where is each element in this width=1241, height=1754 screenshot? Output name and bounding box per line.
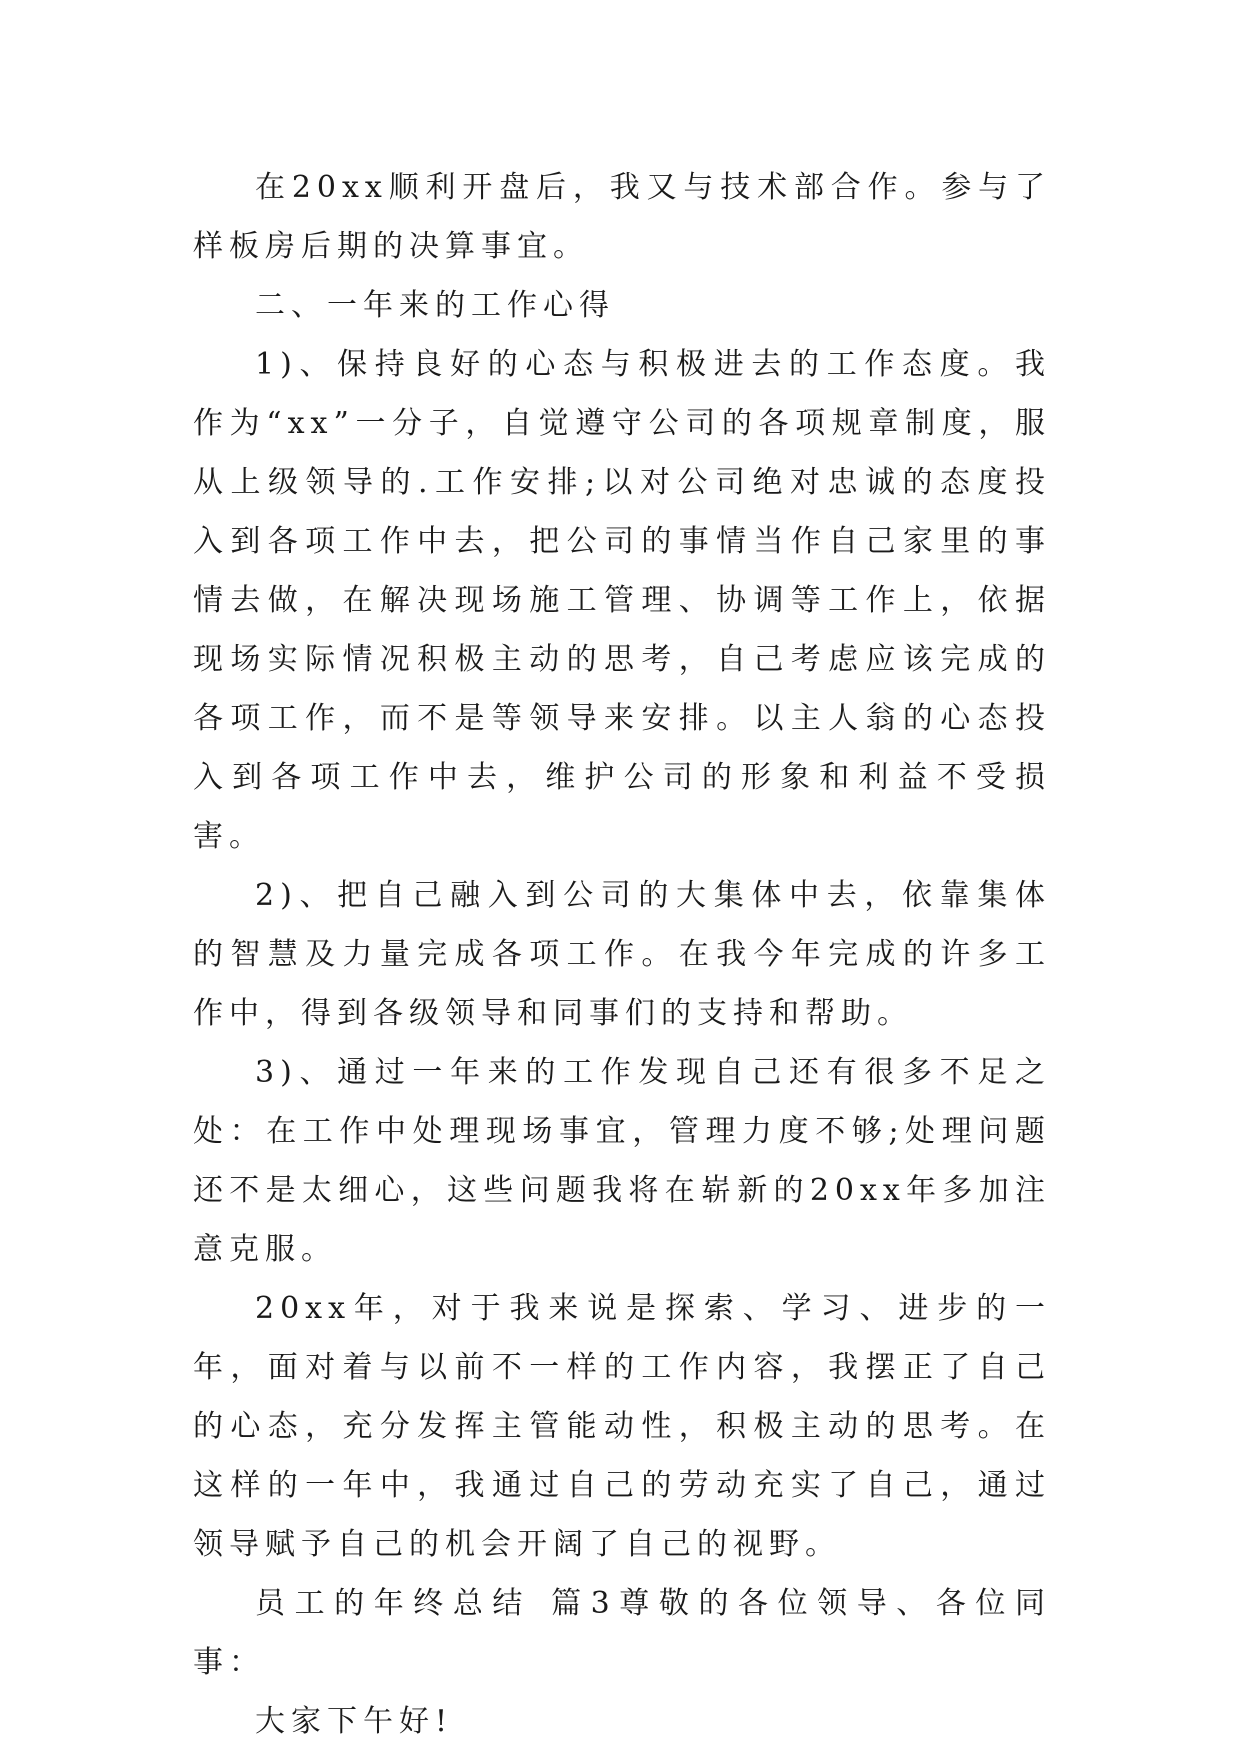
document-body: [193, 158, 1051, 1751]
paragraph-point-3: 3)、通过一年来的工作发现自己还有很多不足之处：在工作中处理现场事宜，管理力度不够;处理问题还不是太细心，这些问题我将在崭新的20xx年多加注意克服。: [193, 1055, 1051, 1267]
paragraph-point-2: 2)、把自己融入到公司的大集体中去，依靠集体的智慧及力量完成各项工作。在我今年完成的许多工作中，得到各级领导和同事们的支持和帮助。: [193, 878, 1051, 1031]
paragraph-year-summary: 20xx年，对于我来说是探索、学习、进步的一年，面对着与以前不一样的工作内容，我摆正了自己的心态，充分发挥主管能动性，积极主动的思考。在这样的一年中，我通过自己的劳动充实了自己，通过领导赋予自己的机会开阔了自己的视野。: [193, 1291, 1051, 1562]
section-title-article-3: 员工的年终总结 篇3尊敬的各位领导、各位同事：: [193, 1586, 1051, 1680]
section-heading-experience: 二、一年来的工作心得: [255, 288, 615, 323]
paragraph-point-1: 1)、保持良好的心态与积极进去的工作态度。我作为“xx”一分子，自觉遵守公司的各项规章制度，服从上级领导的.工作安排;以对公司绝对忠诚的态度投入到各项工作中去，把公司的事情当作自己家里的事情去做，在解决现场施工管理、协调等工作上，依据现场实际情况积极主动的思考，自己考虑应该完成的各项工作，而不是等领导来安排。以主人翁的心态投入到各项工作中去，维护公司的形象和利益不受损害。: [193, 347, 1051, 854]
paragraph-settlement: 在20xx顺利开盘后，我又与技术部合作。参与了样板房后期的决算事宜。: [193, 170, 1051, 264]
paragraph-greeting: 大家下午好!: [255, 1704, 454, 1739]
